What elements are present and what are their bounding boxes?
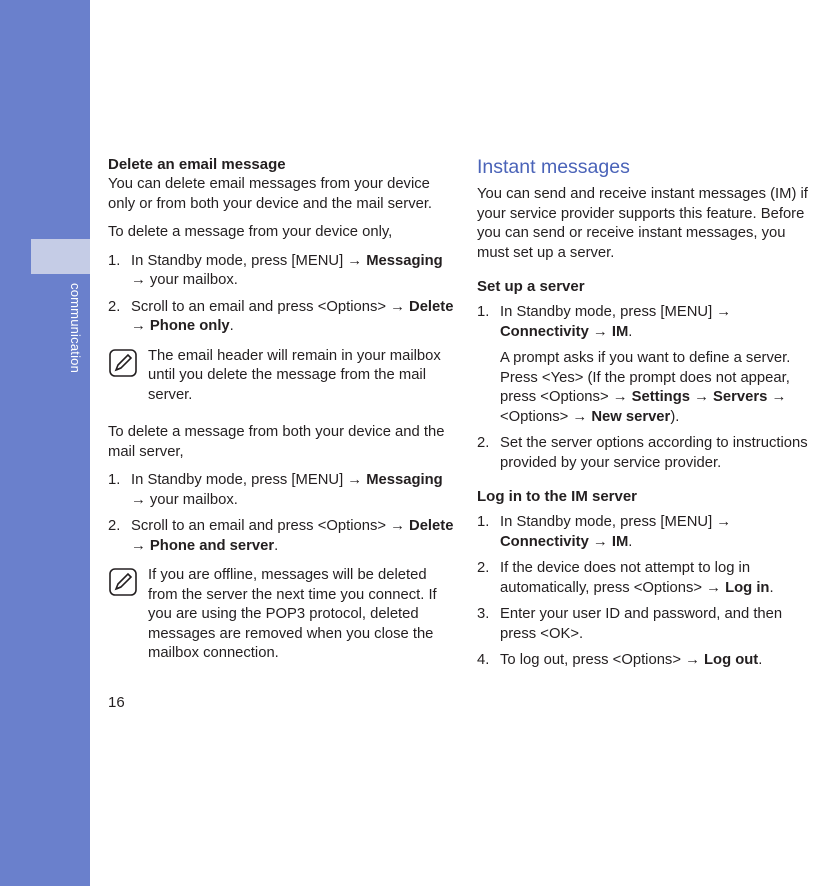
text: > →: [377, 518, 410, 534]
text: A prompt asks if you want to define a server. Press <: [500, 350, 791, 386]
text: To log out, press <: [500, 652, 622, 668]
text: In Standby mode, press [: [500, 304, 665, 320]
text: →: [588, 533, 612, 550]
key-text: Options: [508, 408, 560, 425]
text: →: [588, 323, 612, 340]
text: → your mailbox.: [131, 491, 238, 508]
note-pencil-icon: [109, 349, 137, 377]
step-number: 2.: [477, 560, 490, 576]
menu-text: Delete: [409, 298, 454, 315]
steps-list: [108, 252, 454, 337]
text: In Standby mode, press [: [131, 252, 296, 269]
step-number: 3.: [477, 606, 490, 622]
section-title: Instant messages: [477, 156, 630, 178]
intro-text: You can delete email messages from your device only or from both your device and the mail server.: [108, 176, 433, 212]
text: .: [229, 318, 234, 334]
text: .: [758, 652, 763, 668]
step-number: 2.: [108, 518, 121, 534]
menu-text: Servers: [713, 389, 768, 405]
menu-text: Connectivity: [500, 533, 589, 550]
text: Set the server options according to instructions provided by your service provider.: [500, 435, 808, 471]
step-number: 2.: [108, 298, 121, 315]
menu-text: Phone and server: [149, 537, 275, 554]
subsection-heading: Log in to the IM server: [477, 488, 638, 505]
page-number: 16: [108, 694, 125, 711]
text: > →: [377, 298, 410, 315]
text: Enter your user ID and password, and then press <: [500, 606, 783, 642]
note-text: If you are offline, messages will be deleted from the server the next time you connect. If you are using the POP3 protocol, deleted messages are removed when you close the mailbox connection.: [148, 567, 437, 661]
subsection-heading: Set up a server: [477, 278, 585, 295]
text: > (If the prompt does not appear, press <: [500, 369, 790, 405]
text: Scroll to an email and press <: [131, 518, 327, 534]
menu-text: Connectivity: [500, 323, 589, 340]
text: →: [131, 318, 150, 334]
text: In Standby mode, press [: [500, 514, 665, 530]
steps-list: [108, 471, 454, 556]
key-text: MENU: [664, 514, 709, 530]
text: .: [274, 537, 279, 554]
key-text: OK: [548, 625, 571, 642]
step-number: 1.: [477, 514, 490, 530]
menu-text: New server: [591, 408, 671, 425]
text: .: [769, 579, 774, 596]
left-column: [108, 155, 454, 664]
sidebar: [0, 0, 90, 886]
text: ] →: [708, 304, 732, 320]
steps-list: [477, 303, 814, 342]
note: [108, 566, 454, 664]
text: > →: [672, 652, 704, 668]
list-item: [108, 471, 454, 510]
list-item: [477, 605, 814, 644]
text: >.: [570, 625, 584, 642]
paragraph: To delete a message from your device only,: [108, 224, 393, 240]
step-number: 4.: [477, 652, 490, 668]
text: In Standby mode, press [: [131, 472, 296, 488]
menu-text: Phone only: [149, 318, 230, 334]
text: → <: [500, 389, 787, 425]
intro-text: You can send and receive instant messages (IM) if your service provider supports this feature. Before you can send or receive instant messages, you must set up a server.: [477, 186, 808, 261]
list-item: [477, 513, 814, 552]
note: [108, 347, 454, 406]
steps-list: [477, 513, 814, 671]
step-number: 2.: [477, 435, 490, 451]
chapter-label: communication: [68, 283, 83, 374]
text: .: [628, 533, 633, 550]
text: →: [689, 389, 714, 405]
menu-text: Log out: [704, 652, 759, 668]
key-text: MENU: [295, 472, 340, 488]
key-text: Options: [642, 579, 694, 596]
steps-list: [477, 434, 814, 473]
text: .: [628, 323, 633, 340]
text: ] →: [339, 472, 367, 488]
text: →: [131, 537, 150, 554]
step-number: 1.: [477, 304, 490, 320]
text: > →: [559, 408, 592, 425]
key-text: Options: [326, 298, 378, 315]
section-heading: Delete an email message: [108, 156, 286, 173]
text: > →: [599, 389, 632, 405]
key-text: MENU: [664, 304, 709, 320]
paragraph: To delete a message from both your device and the mail server,: [108, 424, 445, 460]
key-text: MENU: [295, 252, 340, 269]
text: If the device does not attempt to log in automatically, press <: [500, 560, 751, 596]
menu-text: Messaging: [366, 472, 443, 488]
menu-text: Messaging: [366, 252, 443, 269]
step-detail: [477, 349, 814, 427]
text: → your mailbox.: [131, 272, 238, 288]
step-number: 1.: [108, 252, 121, 269]
menu-text: IM: [611, 323, 629, 340]
list-item: [108, 517, 454, 556]
text: Scroll to an email and press <: [131, 298, 327, 315]
list-item: [108, 252, 454, 291]
key-text: Yes: [550, 369, 575, 386]
list-item: [477, 303, 814, 342]
key-text: Options: [548, 389, 600, 405]
menu-text: Settings: [631, 389, 690, 405]
text: ] →: [339, 252, 367, 269]
menu-text: Delete: [409, 518, 454, 534]
list-item: [477, 434, 814, 473]
list-item: [477, 559, 814, 598]
text: ).: [670, 408, 680, 425]
sidebar-tab: [31, 239, 90, 274]
list-item: [108, 298, 454, 337]
list-item: [477, 651, 814, 671]
note-pencil-icon: [109, 568, 137, 596]
text: ] →: [708, 514, 732, 530]
right-column: [477, 155, 814, 678]
step-number: 1.: [108, 472, 121, 488]
key-text: Options: [326, 518, 378, 534]
menu-text: IM: [611, 533, 629, 550]
note-text: The email header will remain in your mailbox until you delete the message from the mail server.: [148, 347, 441, 403]
key-text: Options: [621, 652, 673, 668]
menu-text: Log in: [725, 579, 770, 596]
text: > →: [693, 579, 726, 596]
